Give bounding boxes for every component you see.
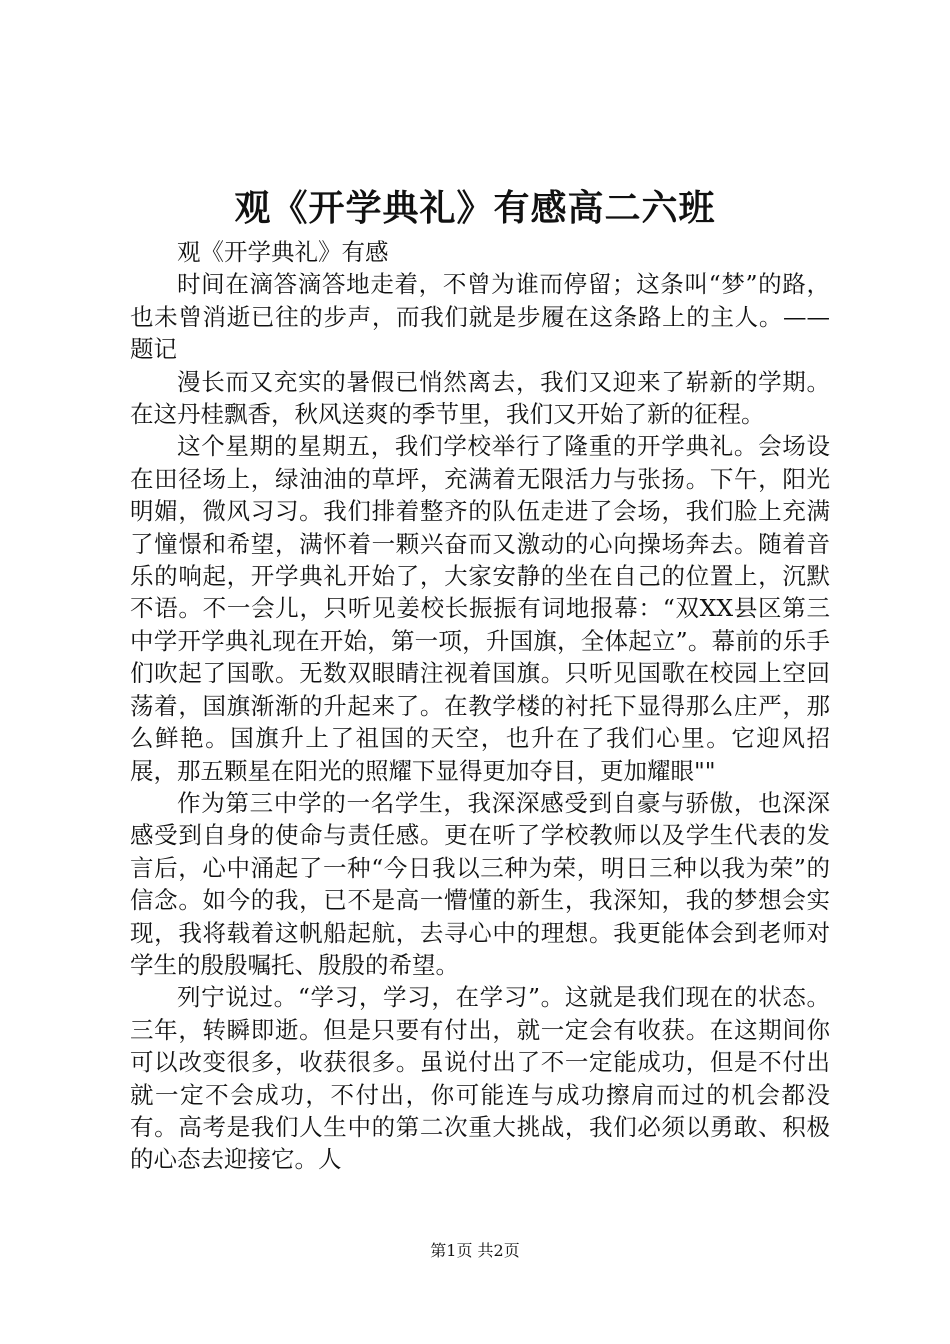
paragraph-subtitle: 观《开学典礼》有感	[177, 238, 389, 266]
paragraph-epigraph: 时间在滴答滴答地走着，不曾为谁而停留；这条叫“梦”的路，也未曾消逝已往的步声，而我们就是步履在这条路上的主人。——题记	[130, 270, 830, 364]
paragraph: 列宁说过。“学习，学习，在学习”。这就是我们现在的状态。三年，转瞬即逝。但是只要有付出，就一定会有收获。在这期间你可以改变很多，收获很多。虽说付出了不一定能成功，但是不付出就一定不会成功，不付出，你可能连与成功擦肩而过的机会都没有。高考是我们人生中的第二次重大挑战，我们必须以勇敢、积极的心态去迎接它。人	[130, 983, 830, 1174]
paragraph: 这个星期的星期五，我们学校举行了隆重的开学典礼。会场设在田径场上，绿油油的草坪，充满着无限活力与张扬。下午，阳光明媚，微风习习。我们排着整齐的队伍走进了会场，我们脸上充满了憧憬和希望，满怀着一颗兴奋而又激动的心向操场奔去。随着音乐的响起，开学典礼开始了，大家安静的坐在自己的位置上，沉默不语。不一会儿，只听见姜校长振振有词地报幕：“双XX县区第三中学开学典礼现在开始，第一项，升国旗，全体起立”。幕前的乐手们吹起了国歌。无数双眼睛注视着国旗。只听见国歌在校园上空回荡着，国旗渐渐的升起来了。在教学楼的衬托下显得那么庄严，那么鲜艳。国旗升上了祖国的天空，也升在了我们心里。它迎风招展，那五颗星在阳光的照耀下显得更加夺目，更加耀眼""	[130, 432, 830, 785]
page-number-footer: 第1页 共2页	[430, 1241, 520, 1260]
paragraph: 作为第三中学的一名学生，我深深感受到自豪与骄傲，也深深感受到自身的使命与责任感。更在听了学校教师以及学生代表的发言后，心中涌起了一种“今日我以三种为荣，明日三种以我为荣”的信念。如今的我，已不是高一懵懂的新生，我深知，我的梦想会实现，我将载着这帆船起航，去寻心中的理想。我更能体会到老师对学生的殷殷嘱托、殷殷的希望。	[130, 788, 830, 979]
document-title: 观《开学典礼》有感高二六班	[234, 187, 716, 229]
document-body	[130, 236, 830, 1176]
paragraph: 漫长而又充实的暑假已悄然离去，我们又迎来了崭新的学期。在这丹桂飘香，秋风送爽的季节里，我们又开始了新的征程。	[130, 367, 830, 429]
